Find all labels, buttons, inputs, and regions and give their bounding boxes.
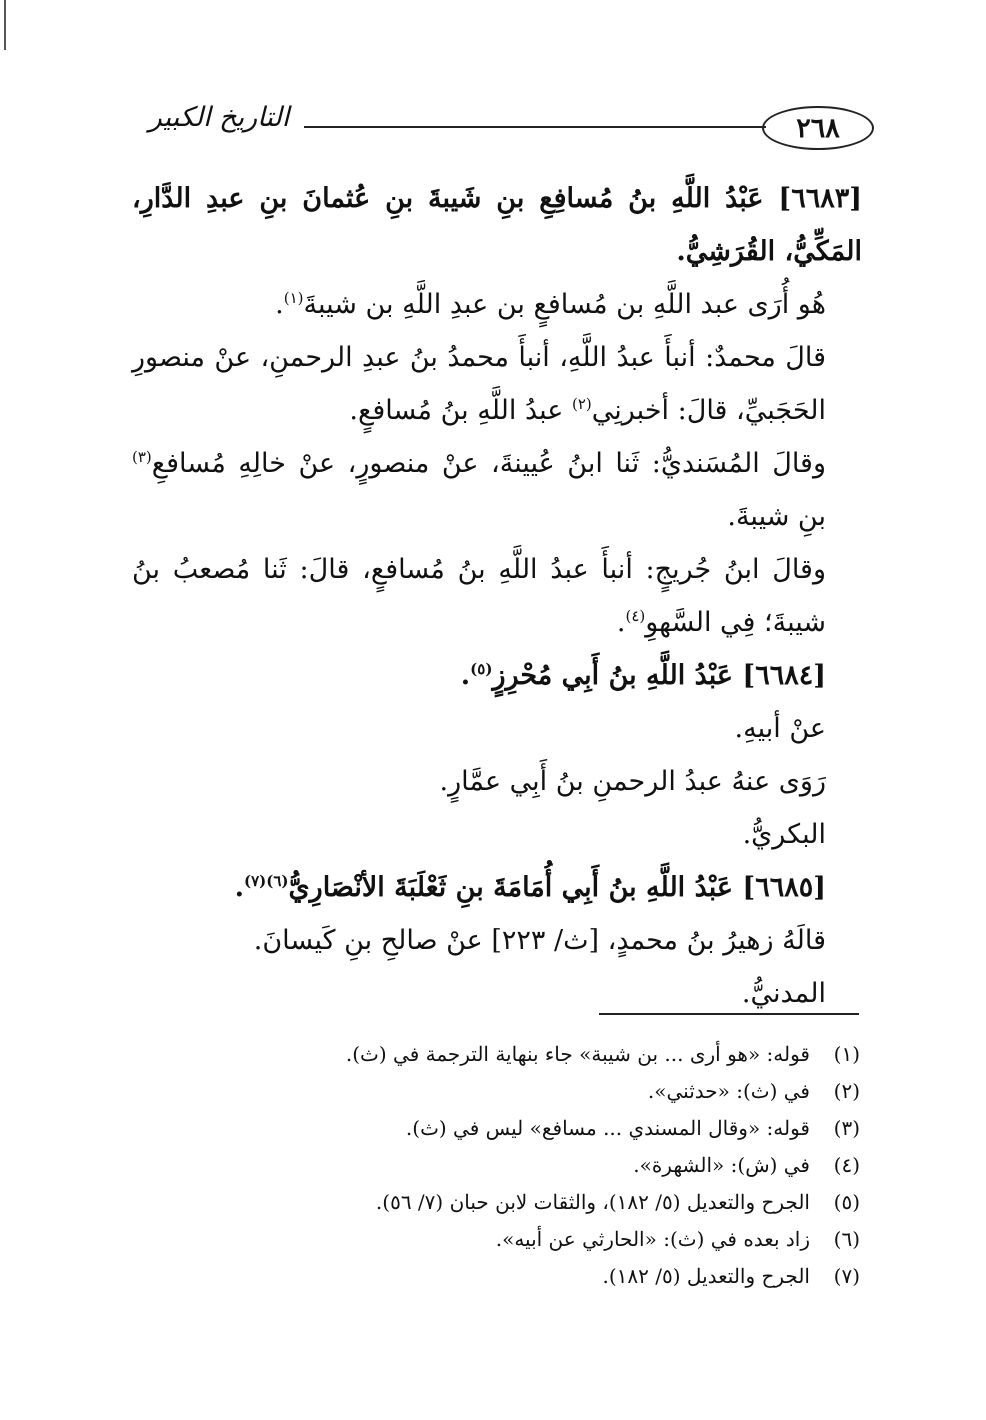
entry-6684-heading [132, 649, 862, 702]
main-text [132, 172, 862, 1020]
footnote-text: قوله: «هو أرى ... بن شيبة» جاء بنهاية الترجمة في (ث). [345, 1042, 810, 1066]
text-span: هُو أُرَى عبد اللَّهِ بن مُسافعٍ بن عبدِ اللَّهِ بن شيبةَ [303, 289, 826, 320]
text-line [132, 331, 862, 437]
footnote-number: (٣) [833, 1116, 860, 1140]
book-title: التاريخ الكبير [148, 102, 290, 133]
footnote-text: زاد بعده في (ث): «الحارثي عن أبيه». [495, 1227, 810, 1251]
text-line [132, 437, 862, 543]
footnote-text: الجرح والتعديل (٥/ ١٨٢). [602, 1264, 810, 1288]
text-span: . [234, 872, 244, 903]
footnote-text: في (ش): «الشهرة». [633, 1153, 810, 1177]
text-line: البكريُّ. [742, 819, 826, 850]
footnote-ref: (٢) [571, 395, 592, 413]
text-span: بنِ شيبةَ. [727, 501, 826, 532]
footnote [130, 1110, 860, 1147]
footnote-number: (٢) [833, 1079, 860, 1103]
footnote [130, 1221, 860, 1258]
footnote [130, 1147, 860, 1184]
footnote [130, 1073, 860, 1110]
footnote-ref: (٥) [470, 660, 493, 678]
footnote [130, 1036, 860, 1073]
footnote [130, 1184, 860, 1221]
text-span: عبدُ اللَّهِ بنُ مُسافعٍ. [349, 395, 572, 426]
text-line: المدنيُّ. [741, 978, 826, 1009]
footnote [130, 1258, 860, 1295]
text-line: عنْ أبيهِ. [734, 713, 826, 744]
text-span: . [460, 660, 471, 691]
entry-title: [٦٦٨٥] عَبْدُ اللَّهِ بنُ أَبِي أُمَامَةَ بنِ ثَعْلَبَةَ الأنْصَارِيُّ [288, 872, 826, 903]
footnote-divider [599, 1013, 859, 1015]
footnote-number: (٤) [833, 1153, 860, 1177]
text-line [132, 278, 862, 331]
text-line: قالَهُ زهيرُ بنُ محمدٍ، [ث/ ٢٢٣] عنْ صالحِ بنِ كَيسانَ. [253, 925, 826, 956]
footnote-text: في (ث): «حدثني». [647, 1079, 810, 1103]
entry-6685-heading [132, 861, 862, 914]
footnote-ref: (١) [283, 289, 304, 307]
footnote-ref: (٣) [132, 448, 152, 466]
entry-6683-heading: [٦٦٨٣] عَبْدُ اللَّهِ بنُ مُسافِعِ بنِ شَيبةَ بنِ عُثمانَ بنِ عبدِ الدَّارِ، المَكِّيُّ، القُرَشِيُّ. [132, 183, 862, 267]
footnote-text: الجرح والتعديل (٥/ ١٨٢)، والثقات لابن حبان (٧/ ٥٦). [375, 1190, 810, 1214]
text-line: رَوَى عنهُ عبدُ الرحمنِ بنُ أَبِي عمَّارٍ. [439, 766, 826, 797]
footnote-ref: (٤) [625, 607, 646, 625]
footnote-ref: (٦)(٧) [243, 872, 289, 890]
page-number: ٢٦٨ [762, 106, 874, 150]
text-span: وقالَ ابنُ جُريجٍ: أنبأَ عبدُ اللَّهِ بنُ مُسافعٍ، قالَ: ثَنا مُصعبُ بنُ شيبةَ؛ فِي السَّهوِ [132, 554, 826, 638]
text-line [132, 543, 862, 649]
text-span: وقالَ المُسَنديُّ: ثَنا ابنُ عُيينةَ، عنْ منصورٍ، عنْ خالِهِ مُسافعِ [151, 448, 826, 479]
footnote-number: (٧) [833, 1264, 860, 1288]
footnotes [130, 1036, 860, 1295]
footnote-text: قوله: «وقال المسندي ... مسافع» ليس في (ث). [405, 1116, 810, 1140]
text-span: . [275, 289, 284, 320]
header-rule [304, 126, 766, 128]
footnote-number: (٥) [833, 1190, 860, 1214]
text-span: . [616, 607, 626, 638]
footnote-number: (٦) [833, 1227, 860, 1251]
text-span: قالَ محمدٌ: أنبأَ عبدُ اللَّهِ، أنبأَ محمدُ بنُ عبدِ الرحمنِ، عنْ منصورِ الحَجَبيِّ، قالَ: أخبرنِي [132, 342, 826, 426]
footnote-number: (١) [833, 1042, 860, 1066]
entry-title: [٦٦٨٤] عَبْدُ اللَّهِ بنُ أَبِي مُحْرِزٍ [492, 660, 826, 691]
page-header [134, 96, 874, 166]
